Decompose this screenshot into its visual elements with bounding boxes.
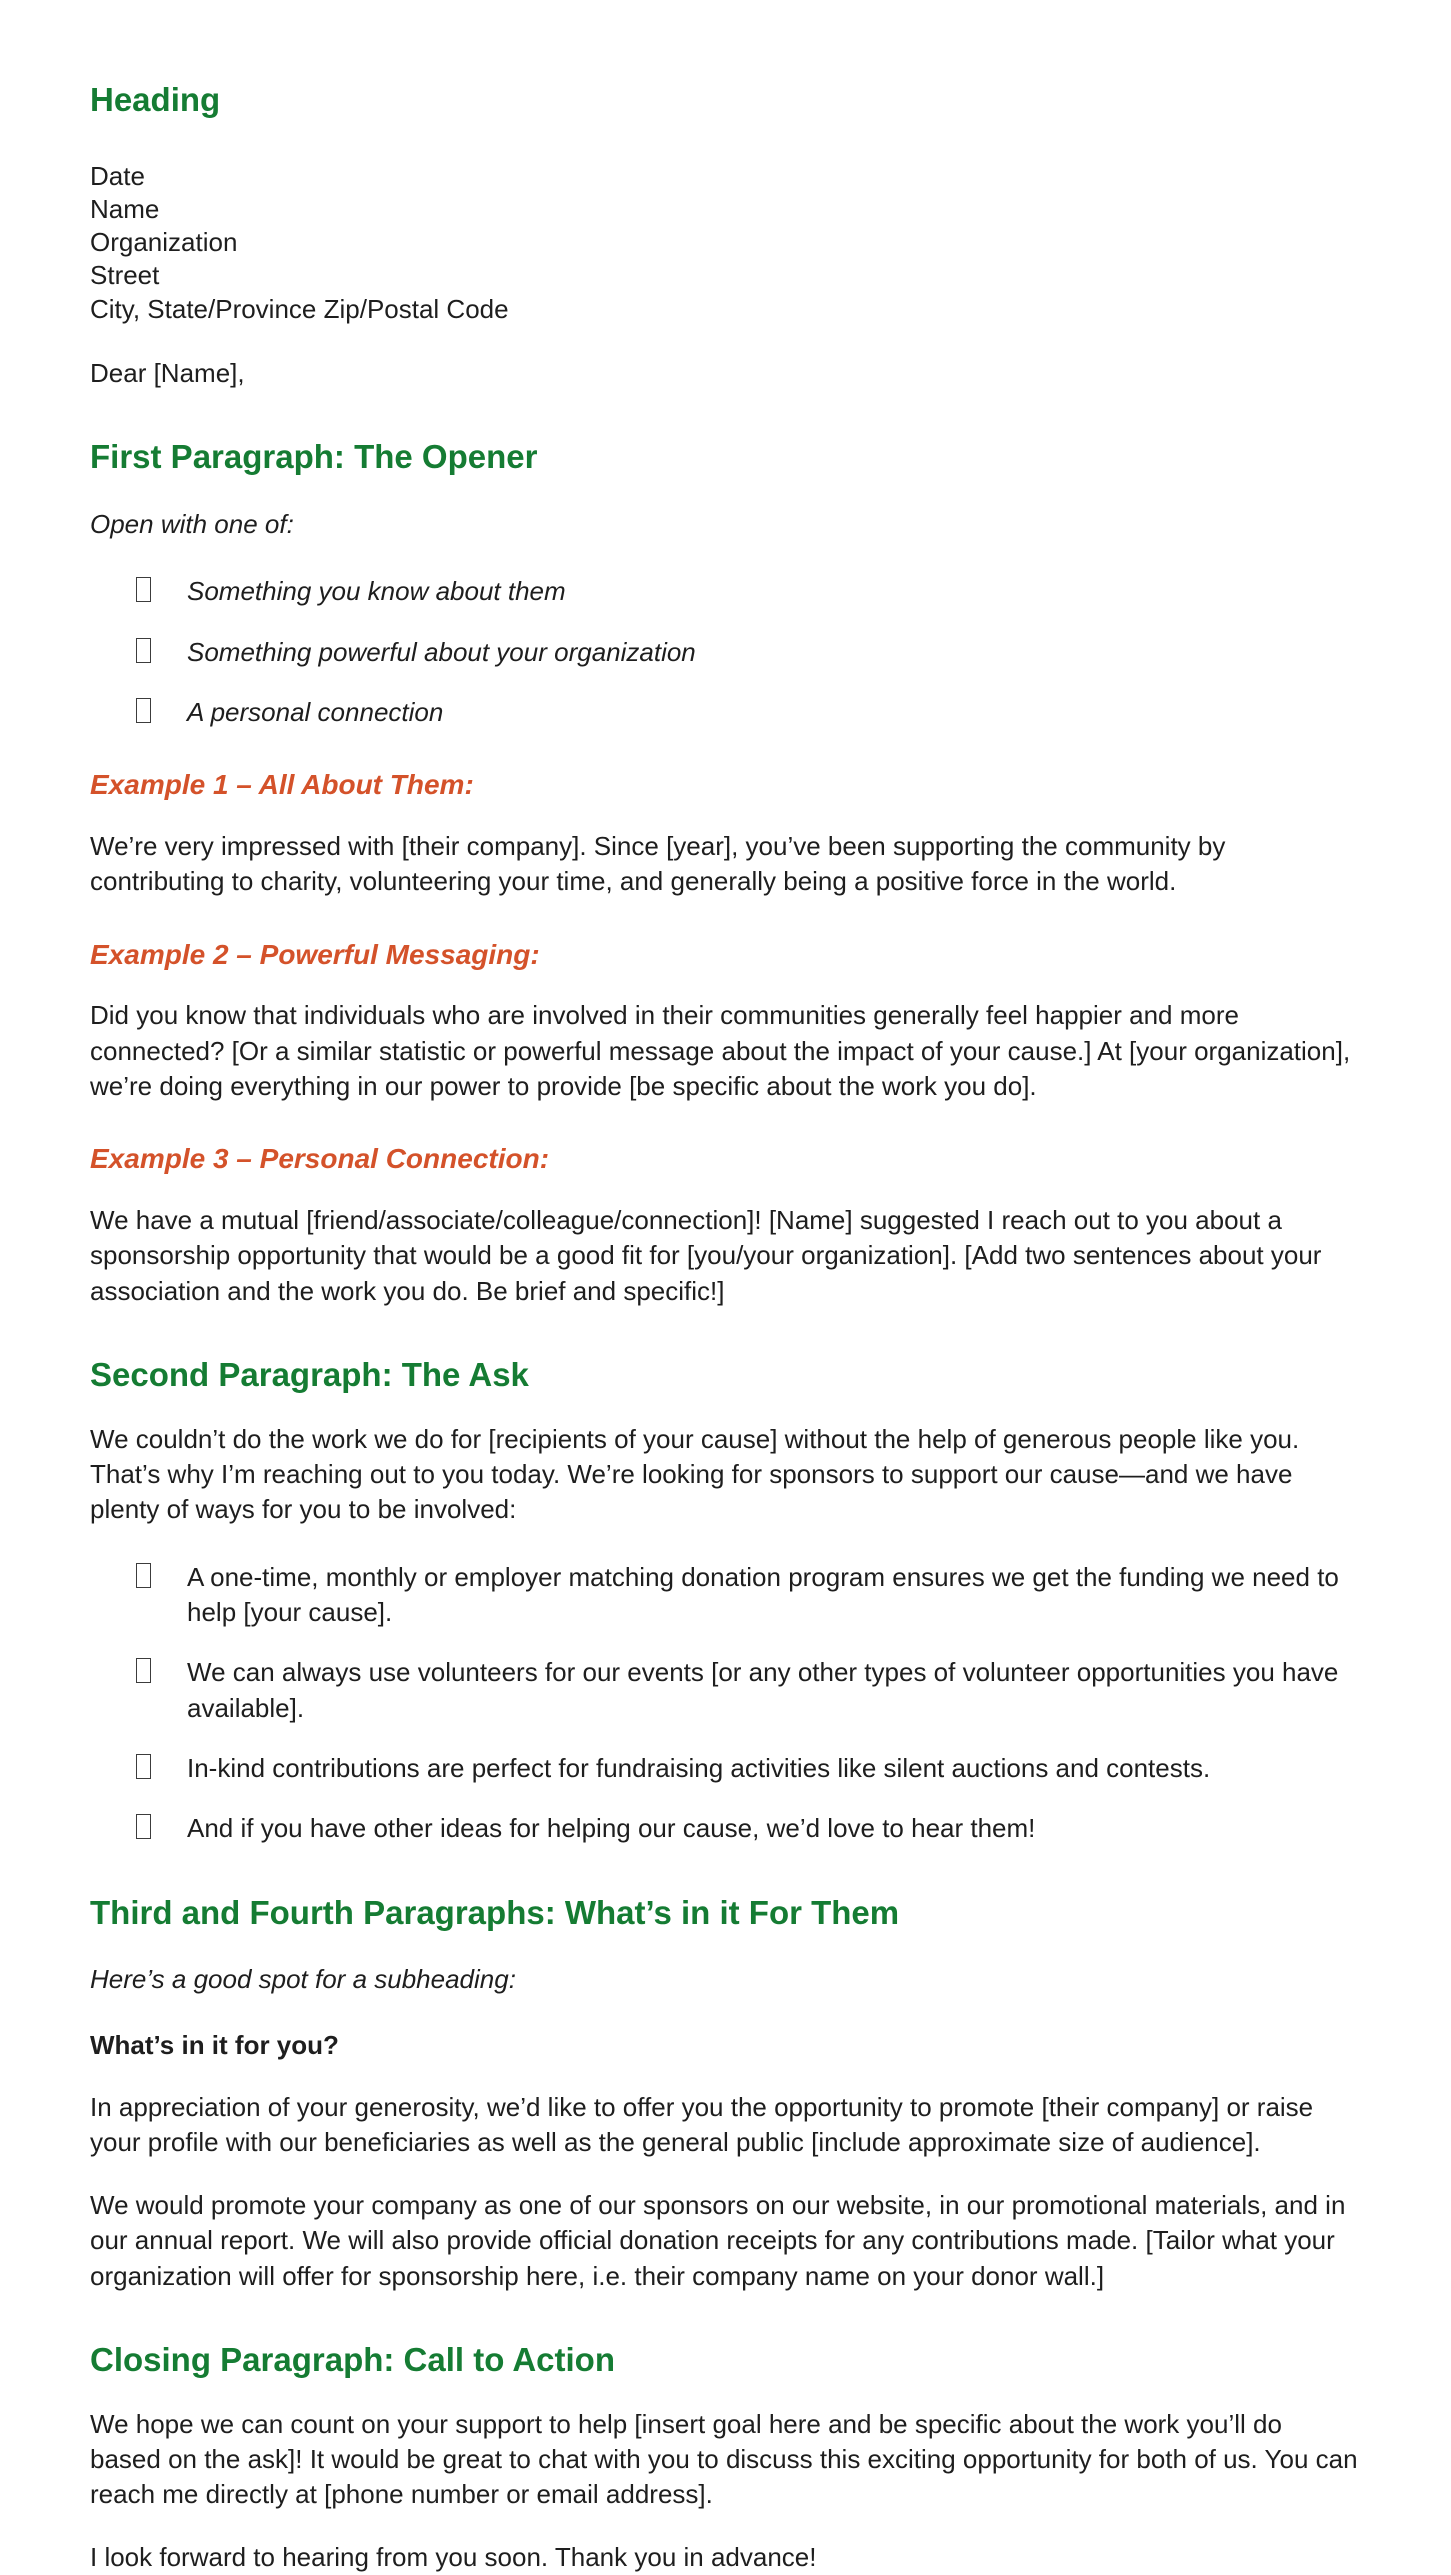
example-1-title: Example 1 – All About Them: — [90, 769, 474, 801]
salutation: Dear [Name], — [90, 357, 245, 388]
section-title-opener: First Paragraph: The Opener — [90, 438, 538, 476]
example-2-body: Did you know that individuals who are involved in their communities generally feel happier and more connected? [Or a similar statistic or powerful message about the impact of your cause.] At [your organization], we’re doing everything in our power to provide [be specific about the work you do]. — [90, 1000, 1351, 1101]
list-item — [136, 574, 1359, 609]
list-item-text: In-kind contributions are perfect for fundraising activities like silent auctions and contests. — [187, 1753, 1211, 1784]
address-line-city: City, State/Province Zip/Postal Code — [90, 293, 509, 324]
document-heading: Heading — [90, 81, 221, 118]
address-line-street: Street — [90, 260, 160, 291]
section-title-value: Third and Fourth Paragraphs: What’s in it For Them — [90, 1893, 900, 1931]
value-paragraph-2: We would promote your company as one of our sponsors on our website, in our promotional materials, and in our annual report. We will also provide official donation receipts for any contributions made. [Tailor what your organization will offer for sponsorship here, i.e. their company name on your donor wall.] — [90, 2189, 1346, 2291]
ask-body: We couldn’t do the work we do for [recipients of your cause] without the help of generous people like you. That’s why I’m reaching out to you today. We’re looking for sponsors to support our cause—and we have plenty of ways for you to be involved: — [90, 1423, 1300, 1525]
list-item — [136, 1560, 1359, 1631]
list-item-text: Something you know about them — [187, 576, 566, 607]
list-item-text: A one-time, monthly or employer matching donation program ensures we get the funding we need to help [your cause]. — [187, 1561, 1339, 1627]
opener-bullet-list — [90, 574, 1359, 730]
example-3-body: We have a mutual [friend/associate/colleague/connection]! [Name] suggested I reach out to you about a sponsorship opportunity that would be a good fit for [you/your organization]. [Add two sentences about your association and the work you do. Be brief and specific!] — [90, 1204, 1322, 1306]
missing-glyph-bullet-icon — [136, 1814, 151, 1839]
list-item-text: We can always use volunteers for our events [or any other types of volunteer opportunities you have available]. — [187, 1657, 1339, 1723]
list-item — [136, 635, 1359, 670]
missing-glyph-bullet-icon — [136, 1563, 151, 1588]
closing-paragraph-2: I look forward to hearing from you soon. Thank you in advance! — [90, 2541, 817, 2572]
list-item — [136, 1751, 1359, 1786]
list-item-text: Something powerful about your organization — [187, 636, 696, 667]
example-2-title: Example 2 – Powerful Messaging: — [90, 938, 540, 970]
list-item-text: A personal connection — [187, 696, 444, 727]
list-item — [136, 695, 1359, 730]
list-item — [136, 1655, 1359, 1726]
missing-glyph-bullet-icon — [136, 577, 151, 602]
closing-paragraph-1: We hope we can count on your support to help [insert goal here and be specific about the work you’ll do based on the ask]! It would be great to chat with you to discuss this exciting opportunity for both of us. You can reach me directly at [phone number or email address]. — [90, 2408, 1358, 2510]
address-block — [90, 160, 1359, 326]
section-title-closing: Closing Paragraph: Call to Action — [90, 2340, 615, 2378]
list-item-text: And if you have other ideas for helping our cause, we’d love to hear them! — [187, 1813, 1036, 1844]
opener-intro: Open with one of: — [90, 508, 294, 539]
missing-glyph-bullet-icon — [136, 698, 151, 723]
example-1-body: We’re very impressed with [their company]. Since [year], you’ve been supporting the community by contributing to charity, volunteering your time, and generally being a positive force in the world. — [90, 830, 1226, 897]
address-line-organization: Organization — [90, 227, 238, 258]
list-item — [136, 1811, 1359, 1846]
missing-glyph-bullet-icon — [136, 1754, 151, 1779]
section-title-ask: Second Paragraph: The Ask — [90, 1355, 529, 1393]
value-paragraph-1: In appreciation of your generosity, we’d like to offer you the opportunity to promote [their company] or raise your profile with our beneficiaries as well as the general public [include approximate size of audience]. — [90, 2092, 1314, 2158]
example-3-title: Example 3 – Personal Connection: — [90, 1143, 550, 1175]
value-subheading: What’s in it for you? — [90, 2029, 339, 2060]
address-line-date: Date — [90, 160, 145, 191]
missing-glyph-bullet-icon — [136, 1658, 151, 1683]
missing-glyph-bullet-icon — [136, 638, 151, 663]
value-intro: Here’s a good spot for a subheading: — [90, 1964, 516, 1995]
address-line-name: Name — [90, 193, 160, 224]
ask-bullet-list — [90, 1560, 1359, 1847]
